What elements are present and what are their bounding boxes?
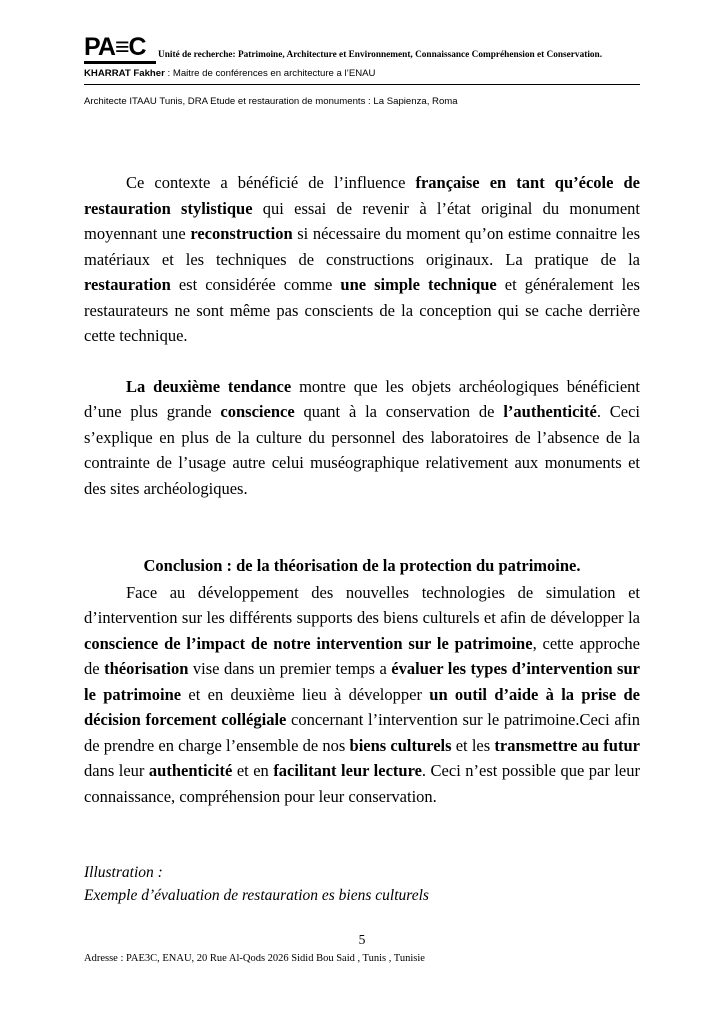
header-top-row <box>84 34 644 64</box>
p1-seg-f: et généralement les restaurateurs ne sont même pas conscients de la conception qui se cache derrière cette technique. <box>84 275 640 345</box>
p1-seg-a: Ce contexte a bénéficié de l’influence <box>126 173 416 192</box>
p2-bold-3: l’authenticité <box>503 402 597 421</box>
p3-bold-8: facilitant leur lecture <box>273 761 422 780</box>
p1-bold-1: française en tant qu’école de restauration stylistique <box>84 173 640 218</box>
p3-seg-a: Face au développement des nouvelles technologies de simulation et d’intervention sur les différents supports des biens culturels et afin de développer la <box>84 582 640 627</box>
p3-bold-1: conscience de l’impact de notre intervention sur le patrimoine <box>84 633 533 653</box>
footer-address: Adresse : PAE3C, ENAU, 20 Rue Al-Qods 2026 Sidid Bou Said , Tunis , Tunisie <box>84 953 425 964</box>
logo-underline <box>84 61 156 64</box>
paragraph-1 <box>84 170 640 349</box>
p2-bold-1: La deuxième tendance <box>126 376 292 396</box>
p3-seg-b: , cette approche de <box>84 633 640 678</box>
document-header <box>84 34 644 80</box>
illustration-label: Illustration : <box>84 864 163 881</box>
paragraph-spacer-4 <box>84 809 640 861</box>
pae3c-logo <box>84 34 156 64</box>
p1-seg-d: si nécessaire du moment qu’on estime connaitre les matériaux et les techniques de constructions originaux. La pratique de la <box>84 224 640 269</box>
p3-seg-d: et en deuxième lieu à développer <box>181 684 430 704</box>
p1-seg-c: qui essai de revenir à l’état original du monument moyennant une <box>84 198 640 243</box>
paragraph-spacer-2 <box>84 501 640 553</box>
p3-seg-h: et en <box>232 761 274 780</box>
paragraph-2 <box>84 374 640 502</box>
author-line <box>84 67 644 80</box>
p3-bold-3: évaluer les types d’intervention sur le patrimoine <box>84 659 640 704</box>
p3-bold-7: authenticité <box>148 761 233 780</box>
p3-seg-c: vise dans un premier temps a <box>188 659 392 678</box>
p1-bold-4: une simple technique <box>340 275 497 294</box>
p1-seg-e: est considérée comme <box>170 275 341 294</box>
illustration-caption: Exemple d’évaluation de restauration es biens culturels <box>84 887 429 904</box>
header-divider <box>84 84 640 85</box>
p3-bold-4: un outil d’aide à la prise de décision forcement collégiale <box>84 684 640 729</box>
p3-bold-2: théorisation <box>104 659 189 678</box>
author-name: KHARRAT Fakher <box>84 68 165 79</box>
p3-bold-5: biens culturels <box>349 735 452 755</box>
conclusion-heading: Conclusion : de la théorisation de la protection du patrimoine. <box>143 556 581 575</box>
p3-seg-g: dans leur <box>84 761 149 780</box>
page-number: 5 <box>358 932 366 947</box>
p3-seg-i: . Ceci n’est possible que par leur connaissance, compréhension pour leur conservation. <box>84 761 640 806</box>
document-body <box>84 170 640 907</box>
p2-seg-c: . Ceci s’explique en plus de la culture du personnel des laboratoires de l’absence de la contrainte de l’usage autre celui muséographique relativement aux monuments et des sites archéologiques. <box>84 402 640 498</box>
logo-text: PA≡C <box>84 33 146 61</box>
p3-bold-6: transmettre au futur <box>494 735 640 755</box>
p3-seg-f: et les <box>451 735 495 755</box>
p1-bold-2: reconstruction <box>190 224 293 243</box>
p2-seg-b: quant à la conservation de <box>294 402 504 421</box>
author-credentials: Architecte ITAAU Tunis, DRA Etude et restauration de monuments : La Sapienza, Roma <box>84 96 458 107</box>
p2-seg-a: montre que les objets archéologiques bénéficient d’une plus grande <box>84 376 640 421</box>
p2-bold-2: conscience <box>220 402 295 421</box>
paragraph-3 <box>84 580 640 810</box>
p3-seg-e: concernant l’intervention sur le patrimoine.Ceci afin de prendre en charge l’ensemble de nos <box>84 710 640 755</box>
p1-bold-3: restauration <box>84 275 171 294</box>
paragraph-spacer-1 <box>84 349 640 374</box>
research-unit-line: Unité de recherche: Patrimoine, Architecture et Environnement, Connaissance Compréhension et Conservation. <box>158 50 603 60</box>
author-role: : Maitre de conférences en architecture a l’ENAU <box>164 68 376 79</box>
